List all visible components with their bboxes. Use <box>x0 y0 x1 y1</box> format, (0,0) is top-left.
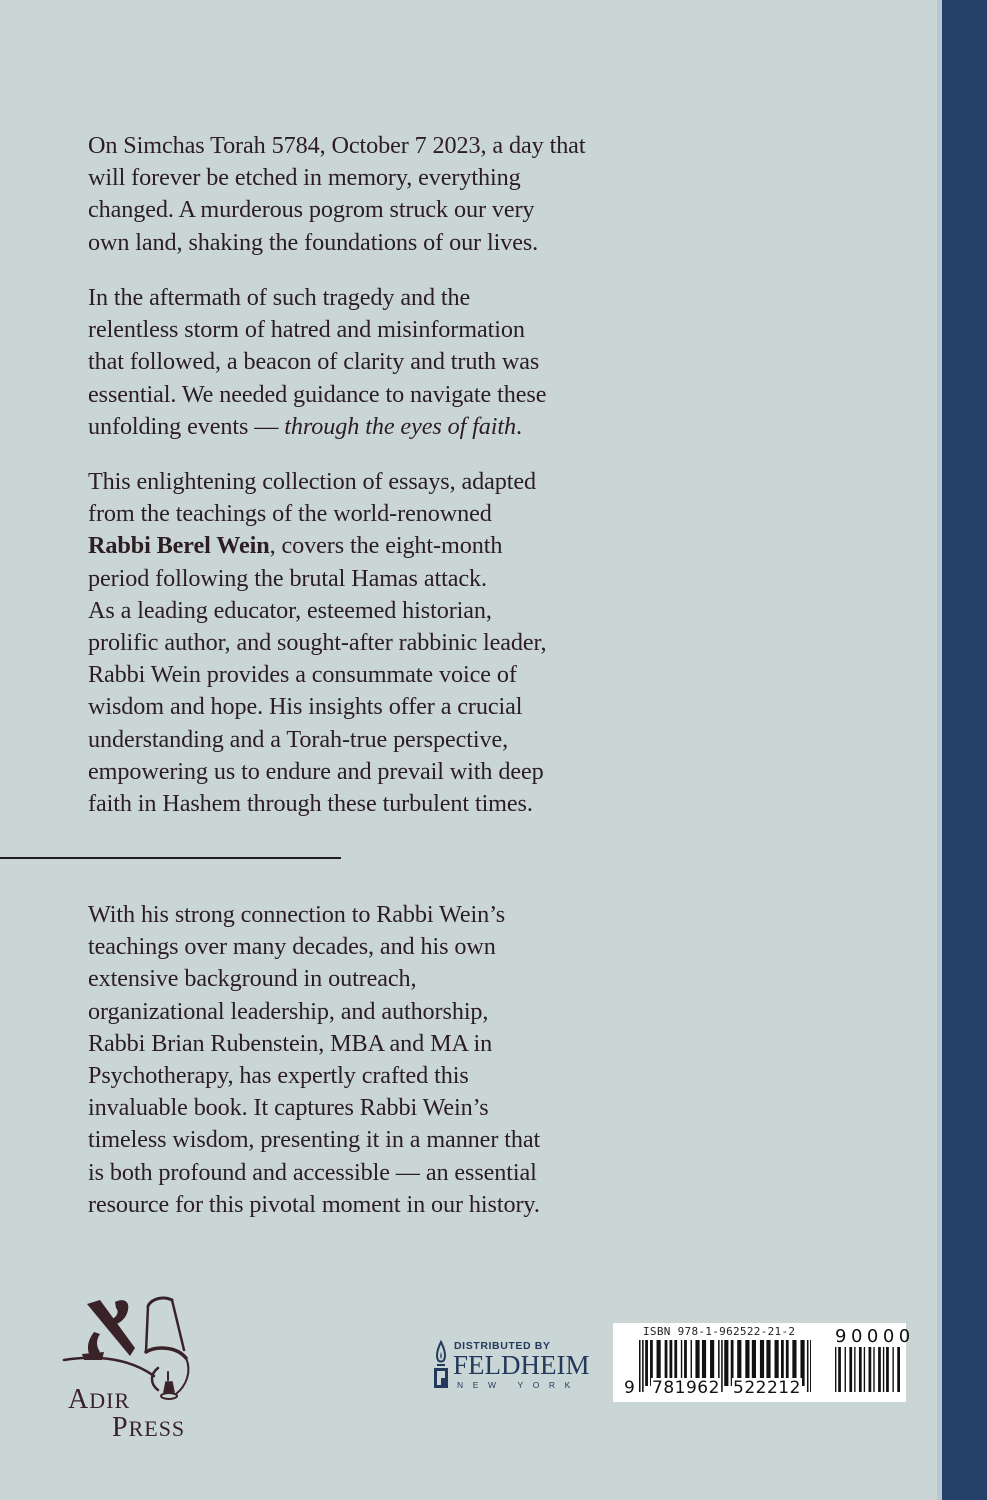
barcode-bar <box>642 1340 644 1392</box>
text-line: relentless storm of hatred and misinformation <box>88 316 525 344</box>
barcode-bar <box>886 1347 889 1392</box>
text-line: teachings over many decades, and his own <box>88 933 496 961</box>
text-line: As a leading educator, esteemed historian, <box>88 596 492 624</box>
text-line: own land, shaking the foundations of our lives. <box>88 228 539 256</box>
text-line: is both profound and accessible — an essential <box>88 1158 537 1186</box>
barcode-addon-digits: 90000 <box>835 1326 915 1347</box>
barcode-bar <box>838 1347 841 1392</box>
text-line: organizational leadership, and authorship, <box>88 997 489 1025</box>
book-spine <box>942 0 987 1500</box>
barcode-bar <box>639 1340 641 1392</box>
barcode-digit-group-1: 781962 <box>652 1378 720 1398</box>
barcode-bar <box>721 1340 723 1392</box>
barcode-bar <box>807 1340 809 1392</box>
text-line: period following the brutal Hamas attack. <box>88 564 487 592</box>
barcode-bar <box>864 1347 865 1392</box>
barcode-bar <box>859 1347 862 1392</box>
author-name-bold: Rabbi Berel Wein <box>88 532 270 560</box>
barcode-bar <box>845 1347 846 1392</box>
text-plain: , covers the eight-month <box>269 532 503 560</box>
candle-flame-icon <box>432 1340 450 1390</box>
text-plain: . <box>516 412 522 440</box>
publisher-name-line-2 <box>112 1412 185 1444</box>
barcode-bar <box>849 1347 852 1392</box>
barcode-first-digit: 9 <box>624 1378 635 1398</box>
blurb-paragraph-3 <box>88 466 648 820</box>
text-line: extensive background in outreach, <box>88 965 417 993</box>
blurb-paragraph-4 <box>88 899 648 1221</box>
text-line: changed. A murderous pogrom struck our very <box>88 196 535 224</box>
barcode-bar <box>873 1347 874 1392</box>
barcode-bar <box>878 1347 881 1392</box>
text-line: from the teachings of the world-renowned <box>88 500 492 528</box>
barcode-digit-group-2: 522212 <box>733 1378 801 1398</box>
text-line: essential. We needed guidance to navigate these <box>88 380 547 408</box>
publisher-word: RESS <box>128 1416 186 1441</box>
text-line: prolific author, and sought-after rabbinic leader, <box>88 629 547 657</box>
text-line <box>88 411 648 443</box>
text-line <box>88 530 648 562</box>
barcode-bar <box>897 1347 900 1392</box>
publisher-initial: A <box>68 1384 90 1415</box>
section-divider <box>0 857 341 859</box>
barcode-bar <box>883 1347 884 1392</box>
text-line: that followed, a beacon of clarity and truth was <box>88 348 540 376</box>
publisher-initial: P <box>112 1412 129 1443</box>
barcode-bar <box>724 1340 728 1386</box>
barcode-bar <box>892 1347 893 1392</box>
text-line: empowering us to endure and prevail with deep <box>88 757 544 785</box>
text-line: faith in Hashem through these turbulent times. <box>88 790 533 818</box>
text-line: resource for this pivotal moment in our history. <box>88 1190 540 1218</box>
text-line: This enlightening collection of essays, adapted <box>88 468 537 495</box>
text-line: wisdom and hope. His insights offer a crucial <box>88 693 523 721</box>
barcode-bar <box>810 1340 811 1392</box>
text-italic-emphasis: through the eyes of faith <box>284 412 517 440</box>
isbn-label: ISBN 978-1-962522-21-2 <box>643 1325 796 1338</box>
text-plain: unfolding events — <box>88 412 285 440</box>
barcode-bar <box>645 1340 648 1386</box>
blurb-paragraph-1 <box>88 130 648 259</box>
text-line: Rabbi Brian Rubenstein, MBA and MA in <box>88 1029 493 1057</box>
text-line: invaluable book. It captures Rabbi Wein’s <box>88 1094 489 1122</box>
distributor-city: NEW YORK <box>457 1380 580 1390</box>
text-line: timeless wisdom, presenting it in a manner that <box>88 1126 541 1154</box>
distributed-by-label: DISTRIBUTED BY <box>454 1340 551 1352</box>
barcode-bar <box>835 1347 836 1392</box>
text-line: understanding and a Torah-true perspective, <box>88 725 509 753</box>
text-line: On Simchas Torah 5784, October 7 2023, a day that <box>88 132 586 159</box>
text-line: Rabbi Wein provides a consummate voice of <box>88 661 517 689</box>
barcode-bar <box>869 1347 872 1392</box>
barcode-bar <box>854 1347 855 1392</box>
text-line: Psychotherapy, has expertly crafted this <box>88 1062 469 1090</box>
publisher-word: DIR <box>89 1388 131 1413</box>
text-line: In the aftermath of such tragedy and the <box>88 284 471 311</box>
blurb-paragraph-2 <box>88 282 648 443</box>
addon-bars <box>835 1347 903 1392</box>
text-line: will forever be etched in memory, everything <box>88 164 521 192</box>
distributor-logo <box>432 1338 612 1398</box>
distributor-name: FELDHEIM <box>453 1350 590 1380</box>
text-line: With his strong connection to Rabbi Wein’s <box>88 901 506 928</box>
isbn-barcode <box>613 1323 915 1402</box>
